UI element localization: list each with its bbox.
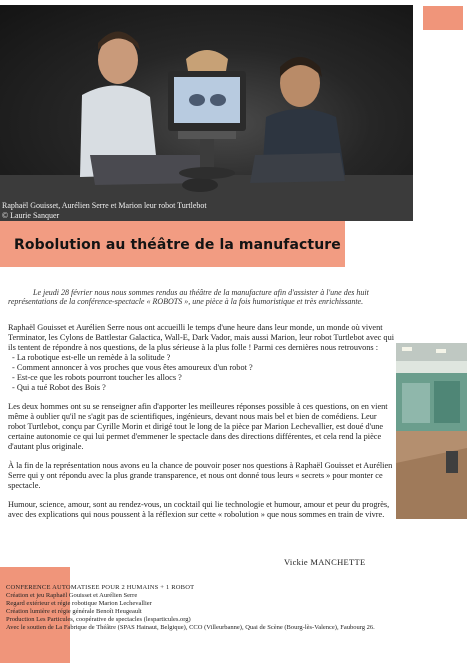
question-item: - Qui a tué Robot des Bois ?	[12, 383, 106, 392]
question-item: - Comment annoncer à vos proches que vous êtes amoureux d'un robot ?	[12, 363, 253, 372]
question-item: - Est-ce que les robots pourront toucher les allocs ?	[12, 373, 182, 382]
production-credits	[6, 584, 461, 632]
caption-credit: © Laurie Sanquer	[2, 211, 60, 220]
photo-caption	[2, 201, 302, 221]
exhibition-illustration	[396, 343, 467, 519]
hero-illustration	[0, 5, 413, 221]
paragraph-actors: Les deux hommes ont su se renseigner afin d'apporter les meilleures réponses possible à ces questions, on en vient même à oublier qu'il ne s'agit pas de scientifiques, ingénieurs, devant nous mais bel et bien de comédiens. Leur robot Turtlebot, conçu par Cyrille Morin et dirigé tout le long de la pièce par Marion Lechevallier, est doué d'une certaine autonomie ce qui lui permet d'emmener le spectacle dans des directions différentes, et cela rend la pièce d'autant plus originale.	[8, 402, 388, 451]
question-list	[8, 353, 396, 393]
question-item: - La robotique est-elle un remède à la solitude ?	[12, 353, 171, 362]
lead-paragraph: Le jeudi 28 février nous nous sommes rendus au théâtre de la manufacture afin d'assister à l'une des huit représentations de la conférence-spectacle « ROBOTS », une pièce à la fois humoristique et très enrichissante.	[8, 288, 369, 306]
article-body	[8, 323, 396, 520]
paragraph-intro: Raphaël Gouisset et Aurélien Serre nous ont accueilli le temps d'une heure dans leur monde, un monde où vivent Terminator, les Cylons de Battlestar Galactica, Wall-E, Dark Vador, mais aussi Marion, leur robot Turtlebot avec qui ils tentent de répondre à nos questions, de la plus sérieuse à la plus folle ! Parmi ces dernières nous retrouvons :	[8, 323, 395, 352]
top-accent-block	[423, 6, 463, 30]
article-title: Robolution au théâtre de la manufacture	[14, 237, 341, 253]
credits-title: CONFERENCE AUTOMATISEE POUR 2 HUMAINS + 1 ROBOT	[6, 584, 195, 591]
side-photo-exhibition	[396, 343, 467, 519]
credits-line: Regard extérieur et régie robotique Marion Lechevallier	[6, 600, 152, 607]
author-signature: Vickie MANCHETTE	[284, 557, 366, 567]
paragraph-questions: À la fin de la représentation nous avons eu la chance de pouvoir poser nos questions à Raphaël Gouisset et Aurélien Serre qui y ont répondu avec la plus grande transparence, et nous ont donné tous leurs « secrets » pour monter ce spectacle.	[8, 461, 393, 490]
hero-photo	[0, 5, 413, 221]
credits-line: Avec le soutien de La Fabrique de Théâtre (SPAS Hainaut, Belgique), CCO (Villeurbanne), Quai de Scène (Bourg-lès-Valence), Faubourg 26.	[6, 624, 375, 631]
caption-text: Raphaël Gouisset, Aurélien Serre et Marion leur robot Turtlebot	[2, 201, 207, 210]
right-person	[250, 57, 345, 183]
credits-line: Production Les Particules, coopérative de spectacles (lesparticules.org)	[6, 616, 191, 623]
credits-line: Création et jeu Raphaël Gouisset et Aurélien Serre	[6, 592, 138, 599]
paragraph-conclusion: Humour, science, amour, sont au rendez-vous, un cocktail qui lie technologie et humour, amour et peur du progrès, avec des explications qui nous poussent à la réflexion sur cette « robolution » que nous sommes en train de vivre.	[8, 500, 390, 519]
credits-line: Création lumière et régie générale Benoît Heugeault	[6, 608, 142, 615]
